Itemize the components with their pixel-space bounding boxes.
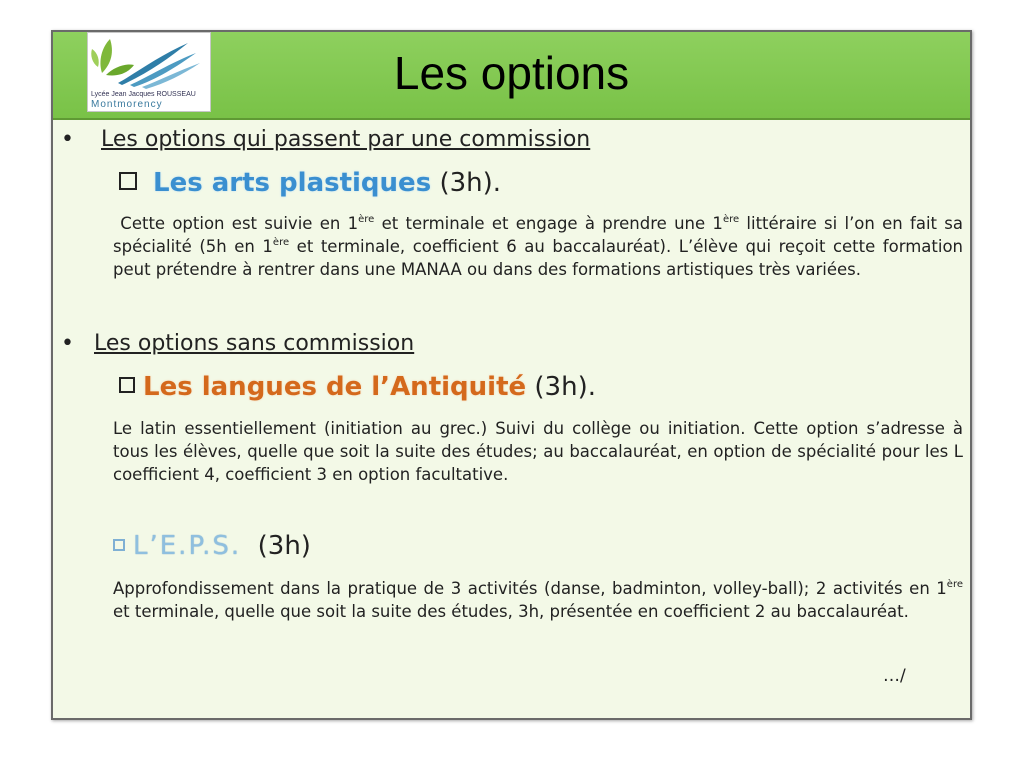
checkbox-square-icon bbox=[113, 539, 125, 551]
checkbox-square-icon bbox=[119, 172, 137, 190]
section-commission-heading: Les options qui passent par une commission bbox=[101, 127, 591, 152]
option-langues-hours: (3h). bbox=[534, 372, 596, 402]
arts-description bbox=[113, 212, 963, 281]
option-eps-name: L’E.P.S. bbox=[133, 531, 242, 561]
eps-description bbox=[113, 577, 963, 623]
checkbox-square-icon bbox=[119, 377, 135, 393]
option-arts-plastiques bbox=[119, 168, 501, 198]
arts-text-3: littéraire si l’on en fait sa spécialité (5h en 1 bbox=[113, 214, 963, 256]
bullet-icon: • bbox=[61, 127, 74, 152]
slide-title: Les options bbox=[393, 47, 630, 99]
option-langues-name: Les langues de l’Antiquité bbox=[143, 372, 527, 402]
continuation-mark: …/ bbox=[883, 666, 906, 686]
option-langues-antiquite bbox=[119, 372, 596, 402]
langues-description: Le latin essentiellement (initiation au grec.) Suivi du collège ou initiation. Cette option s’adresse à tous les élèves, quelle que soit la suite des études; au baccalauréat, en option de spécialité pour les L coefficient 4, coefficient 3 en option facultative. bbox=[113, 419, 963, 484]
arts-text-1: Cette option est suivie en 1 bbox=[120, 214, 359, 233]
sup-ere: ère bbox=[722, 213, 740, 225]
arts-text-2: et terminale et engage à prendre une 1 bbox=[374, 214, 723, 233]
eps-text-1: Approfondissement dans la pratique de 3 activités (danse, badminton, volley-ball); 2 activités en 1 bbox=[113, 579, 947, 598]
logo-town-name: Montmorency bbox=[91, 99, 163, 110]
section-sans-commission-heading: Les options sans commission bbox=[94, 331, 415, 356]
option-eps-hours: (3h) bbox=[257, 531, 311, 561]
logo-school-name: Lycée Jean Jacques ROUSSEAU bbox=[91, 91, 196, 98]
sup-ere: ère bbox=[272, 236, 290, 248]
title-bar bbox=[53, 32, 970, 120]
option-eps bbox=[113, 531, 311, 561]
slide bbox=[51, 30, 972, 720]
option-arts-hours: (3h). bbox=[439, 168, 502, 198]
bullet-icon: • bbox=[61, 331, 74, 356]
eps-text-2: et terminale, quelle que soit la suite des études, 3h, présentée en coefficient 2 au baccalauréat. bbox=[113, 602, 909, 621]
sup-ere: ère bbox=[358, 213, 375, 225]
option-arts-name: Les arts plastiques bbox=[153, 168, 432, 198]
sup-ere: ère bbox=[946, 578, 963, 590]
arts-text-4: et terminale, coefficient 6 au baccalauréat). L’élève qui reçoit cette formation peut prétendre à rentrer dans une MANAA ou dans des formations artistiques très variées. bbox=[113, 237, 963, 279]
